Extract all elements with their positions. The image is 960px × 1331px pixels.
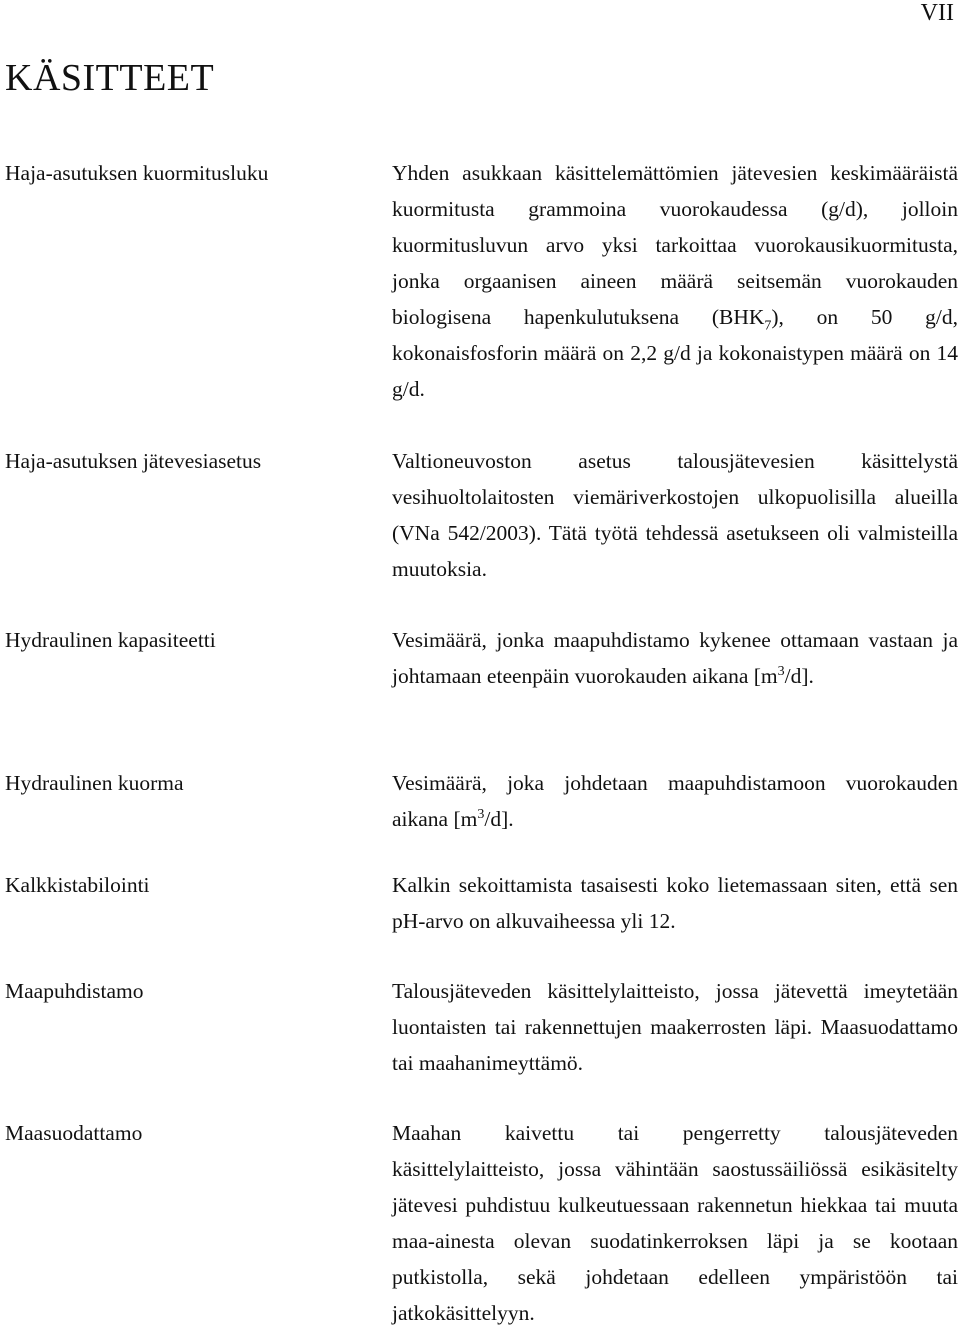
term-haja-asutuksen-kuormitusluku: Haja-asutuksen kuormitusluku — [5, 161, 269, 185]
definition-maapuhdistamo: Talousjäteveden käsittelylaitteisto, jossa jätevettä imeytetään luontaisten tai rakennettujen maakerrosten läpi. Maasuodattamo tai maahanimeyttämö. — [392, 979, 958, 1075]
term-maasuodattamo: Maasuodattamo — [5, 1121, 143, 1145]
definition-haja-asutuksen-jatevesiasetus: Valtioneuvoston asetus talousjätevesien käsittelystä vesihuoltolaitosten viemäriverkostojen ulkopuolisilla alueilla (VNa 542/2003). Tätä työtä tehdessä asetukseen oli valmisteilla muutoksia. — [392, 449, 958, 581]
definition-kalkkistabilointi: Kalkin sekoittamista tasaisesti koko lietemassaan siten, että sen pH-arvo on alkuvaiheessa yli 12. — [392, 873, 958, 933]
definition-hydraulinen-kapasiteetti: Vesimäärä, jonka maapuhdistamo kykenee ottamaan vastaan ja johtamaan eteenpäin vuorokauden aikana $[m^3/d]$. — [392, 628, 958, 688]
page-title: KÄSITTEET — [5, 57, 215, 99]
term-hydraulinen-kuorma: Hydraulinen kuorma — [5, 771, 184, 795]
subscript: 7 — [764, 318, 772, 334]
superscript: 3 — [477, 806, 485, 822]
definition-haja-asutuksen-kuormitusluku: Yhden asukkaan käsittelemättömien jätevesien keskimääräistä kuormitusta grammoina vuorokaudessa (g/d), jolloin kuormitusluvun arvo yksi tarkoittaa vuorokausikuormitusta, jonka orgaanisen aineen määrä seitsemän vuorokauden biologisena hapenkulutuksena $(BHK_7)$, on 50 g/d, kokonaisfosforin määrä on 2,2 g/d ja kokonaistypen määrä on 14 g/d. — [392, 161, 958, 401]
page-number: VII — [920, 0, 954, 26]
term-kalkkistabilointi: Kalkkistabilointi — [5, 873, 150, 897]
term-hydraulinen-kapasiteetti: Hydraulinen kapasiteetti — [5, 628, 216, 652]
term-haja-asutuksen-jatevesiasetus: Haja-asutuksen jätevesiasetus — [5, 449, 262, 473]
superscript: 3 — [777, 663, 785, 679]
definition-hydraulinen-kuorma: Vesimäärä, joka johdetaan maapuhdistamoon vuorokauden aikana $[m^3/d]$. — [392, 771, 958, 831]
definition-maasuodattamo: Maahan kaivettu tai pengerretty talousjäteveden käsittelylaitteisto, jossa vähintään saostussäiliössä esikäsitelty jätevesi puhdistuu kulkeutuessaan rakennetun hiekkaa tai muuta maa-ainesta olevan suodatinkerroksen läpi ja se kootaan putkistolla, sekä johdetaan edelleen ympäristöön tai jatkokäsittelyyn. — [392, 1121, 958, 1325]
term-maapuhdistamo: Maapuhdistamo — [5, 979, 144, 1003]
